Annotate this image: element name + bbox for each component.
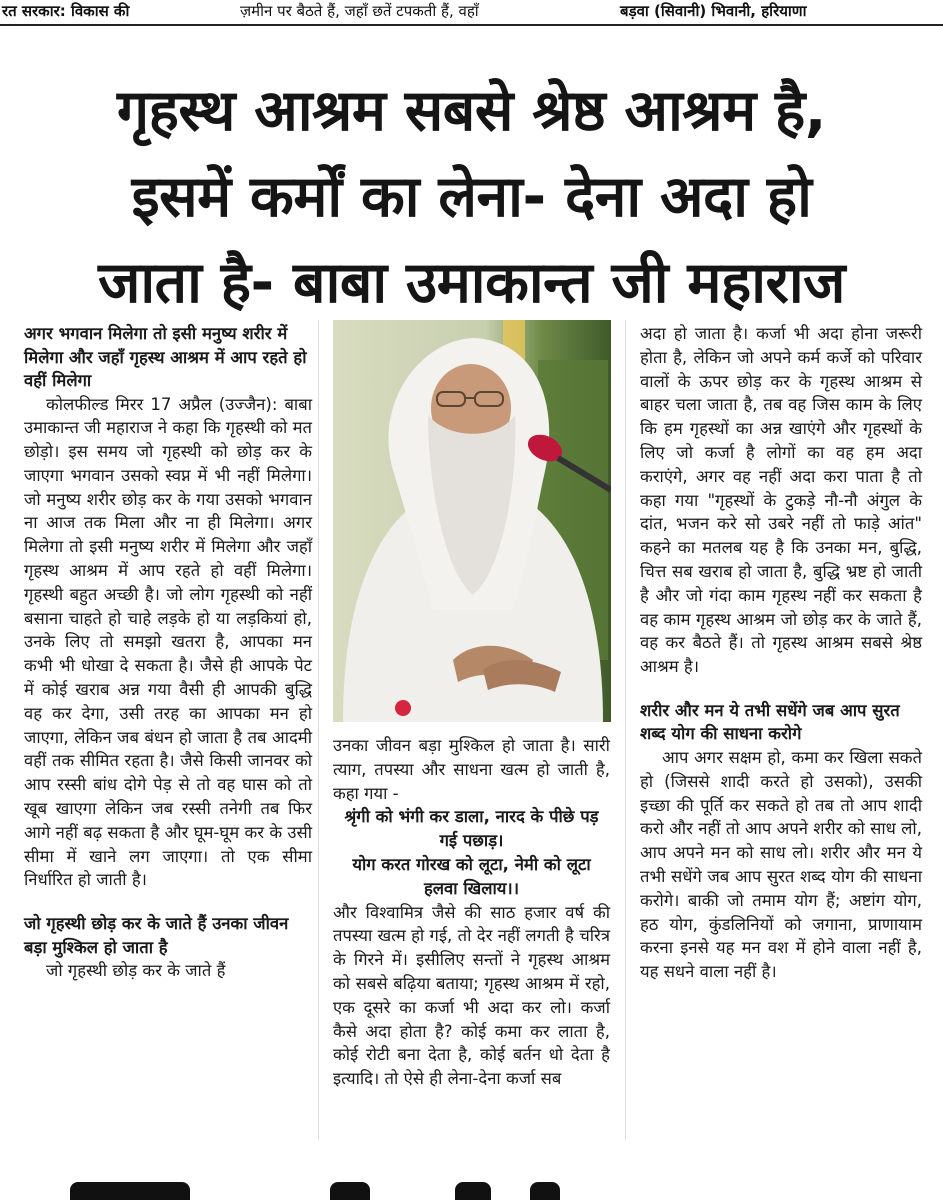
headline-line-2: इसमें कर्मों का लेना- देना अदा हो <box>131 164 812 230</box>
top-strip-left: रत सरकार: विकास की <box>2 2 130 20</box>
article-column-3 <box>640 322 922 984</box>
top-strip-right: बड़वा (सिवानी) भिवानी, हरियाणा <box>620 2 807 20</box>
headline-line-1: गृहस्थ आश्रम सबसे श्रेष्ठ आश्रम है, <box>117 78 826 144</box>
subheading: जो गृहस्थी छोड़ कर के जाते हैं उनका जीवन बड़ा मुश्किल हो जाता है <box>24 914 289 957</box>
headline-line-3: जाता है- बाबा उमाकान्त जी महाराज <box>98 250 845 316</box>
subheading: शरीर और मन ये तभी सधेंगे जब आप सुरत शब्द योग की साधना करोगे <box>640 700 900 744</box>
top-strip <box>0 0 943 26</box>
paragraph: आप अगर सक्षम हो, कमा कर खिला सकते हो (जिससे शादी करते हो उसको), उसकी इच्छा की पूर्ति कर सकते हो तब तो आप शादी करो और नहीं तो आप अपने शरीर को साध लो, आप अपने मन को साध लो। शरीर और मन ये तभी सधेंगे जब आप सुरत शब्द योग की साधना करोगे। बाकी जो तमाम योग हैं; अष्टांग योग, हठ योग, कुंडलिनियों को जगाना, प्राणायाम करना इनसे यह मन वश में होने वाला नहीं है, यह सधने वाला नहीं है। <box>640 747 922 982</box>
article-column-2 <box>333 734 610 1091</box>
photo-saint-portrait <box>333 320 611 722</box>
next-headline-cutoff <box>0 1178 943 1200</box>
verse-line: योग करत गोरख को लूटा, नेमी को लूटा हलवा खिलाय।। <box>352 854 591 898</box>
paragraph: और विश्वामित्र जैसे की साठ हजार वर्ष की तपस्या खत्म हो गई, तो देर नहीं लगती है चरित्र के गिरने में। इसीलिए सन्तों ने गृहस्थ आश्रम को सबसे बढ़िया बताया; गृहस्थ आश्रम में रहो, एक दूसरे का कर्जा भी अदा कर लो। कर्जा कैसे अदा होता है? कोई कमा कर लाता है, कोई रोटी बना देता है, कोई बर्तन धो देता है इत्यादि। तो ऐसे ही लेना-देना कर्जा सब <box>333 902 610 1089</box>
paragraph: जो गृहस्थी छोड़ कर के जाते हैं <box>46 961 226 981</box>
paragraph: कोलफील्ड मिरर 17 अप्रैल (उज्जैन): बाबा उमाकान्त जी महाराज ने कहा कि गृहस्थी को मत छोड़ो। इस समय जो गृहस्थी को छोड़ कर के जाएगा भगवान उसको स्वप्न में भी नहीं मिलेगा। जो मनुष्य शरीर छोड़ कर के गया उसको भगवान ना आज तक मिला और ना ही मिलेगा। अगर मिलेगा तो इसी मनुष्य शरीर में मिलेगा और जहाँ गृहस्थ आश्रम में आप रहते हो वहीं मिलेगा। गृहस्थी बहुत अच्छी है। जो लोग गृहस्थी को नहीं बसाना चाहते हो चाहे लड़के हो या लड़कियां हो, उनके लिए तो समझो खतरा है, आपका मन कभी भी धोखा दे सकता है। जैसे ही आपके पेट में कोई खराब अन्न गया वैसी ही आपकी बुद्धि वह कर देगा, उसी तरह का आपका मन हो जाएगा, लेकिन जब बंधन हो जाता है तब आदमी वहीं तक सीमित रहता है। जैसे किसी जानवर को आप रस्सी बांध दोगे पेड़ से तो वह घास को तो खूब खाएगा लेकिन जब रस्सी तनेगी तब फिर आगे नहीं बढ़ सकता है और घूम-घूम कर के उसी सीमा में खाने लग जाएगा। तो एक सीमा निर्धारित हो जाती है। <box>24 394 312 890</box>
paragraph: उनका जीवन बड़ा मुश्किल हो जाता है। सारी त्याग, तपस्या और साधना खत्म हो जाती है, कहा गया - <box>333 736 610 803</box>
paragraph: अदा हो जाता है। कर्जा भी अदा होना जरूरी होता है, लेकिन जो अपने कर्म कर्जे को परिवार वालों के ऊपर छोड़ कर के गृहस्थ आश्रम से बाहर चला जाता है, तब वह जिस काम के लिए कि हम गृहस्थों का अन्न खाएंगे और गृहस्थों के लिए जो कर्जा है लोगों का वह हम अदा कराएंगे, अगर वह नहीं अदा करा पाता है तो कहा गया "गृहस्थों के टुकड़े नौ-नौ अंगुल के दांत, भजन करे सो उबरे नहीं तो फाड़े आंत" कहने का मतलब यह है कि उनका मन, बुद्धि, चित्त सब खराब हो जाता है, बुद्धि भ्रष्ट हो जाती है और जो गंदा काम गृहस्थ नहीं कर सकता है वह काम गृहस्थ आश्रम जो छोड़ कर के जाते हैं, वह कर बैठते हैं। तो गृहस्थ आश्रम सबसे श्रेष्ठ आश्रम है। <box>640 324 922 677</box>
column-divider <box>625 320 626 1140</box>
verse-line: श्रृंगी को भंगी कर डाला, नारद के पीछे पड़ गई पछाड़। <box>344 807 599 851</box>
top-strip-middle: ज़मीन पर बैठते हैं, जहाँ छतें टपकती हैं, वहाँ <box>240 2 479 20</box>
headline <box>20 68 923 326</box>
subheading: अगर भगवान मिलेगा तो इसी मनुष्य शरीर में मिलेगा और जहाँ गृहस्थ आश्रम में आप रहते हो वहीं मिलेगा <box>24 324 307 390</box>
column-divider <box>318 320 319 1140</box>
article-column-1 <box>24 322 312 983</box>
